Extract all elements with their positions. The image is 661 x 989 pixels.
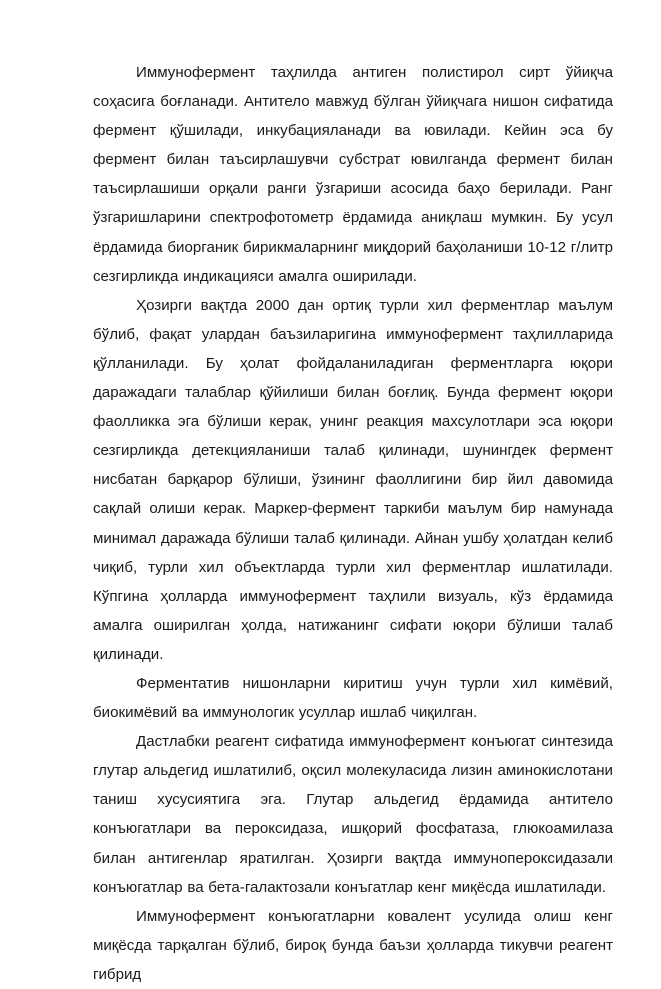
paragraph-glutaraldehyde: Дастлабки реагент сифатида иммунофермент конъюгат синтезида глутар альдегид ишлатилиб, оқсил молекуласида лизин аминокислотани таниш хусусиятига эга. Глутар альдегид ёрдамида антитело конъюгатлари ва пероксидаза, ишқорий фосфатаза, глюкоамилаза билан антигенлар яратилган. Ҳозирги вақтда иммунопероксидазали конъюгатлар ва бета-галактозали конъгатлар кенг миқёсда ишлатилади. — [93, 733, 613, 896]
paragraph-covalent-conjugates: Иммунофермент конъюгатларни ковалент усулида олиш кенг миқёсда тарқалган бўлиб, бироқ бунда баъзи ҳолларда тикувчи реагент гибрид — [93, 907, 613, 983]
document-page — [93, 58, 613, 989]
paragraph-enzyme-requirements: Ҳозирги вақтда 2000 дан ортиқ турли хил ферментлар маълум бўлиб, фақат улардан баъзиларигина иммунофермент таҳлилларида қўлланилади. Бу ҳолат фойдаланиладиган ферментларга юқори даражадаги талаблар қўйилиши билан боғлиқ. Бунда фермент юқори фаолликка эга бўлиши керак, унинг реакция махсулотлари эса юқори сезгирликда детекцияланиши талаб қилинади, шунингдек фермент нисбатан барқарор бўлиши, ўзининг фаоллигини бир йил давомида сақлай олиши керак. Маркер-фермент таркиби маълум бир намунада минимал даражада бўлиши талаб қилинади. Айнан ушбу ҳолатдан келиб чиқиб, турли хил объектларда турли хил ферментлар ишлатилади. Кўпгина ҳолларда иммунофермент таҳлили визуаль, кўз ёрдамида амалга оширилган ҳолда, натижанинг сифати юқори бўлиши талаб қилинади. — [93, 296, 613, 663]
paragraph-elisa-principle: Иммунофермент таҳлилда антиген полистирол сирт ўйиқча соҳасига боғланади. Антитело мавжуд бўлган ўйиқчага нишон сифатида фермент қўшилади, инкубацияланади ва ювилади. Кейин эса бу фермент билан таъсирлашувчи субстрат ювилганда фермент билан таъсирлашиши орқали ранги ўзгариши асосида баҳо берилади. Ранг ўзгаришларини спектрофотометр ёрдамида аниқлаш мумкин. Бу усул ёрдамида биорганик бирикмаларнинг миқдорий баҳоланиши 10-12 г/литр сезгирликда индикацияси амалга оширилади. — [93, 64, 613, 285]
paragraph-labeling-methods: Ферментатив нишонларни киритиш учун турли хил кимёвий, биокимёвий ва иммунологик усуллар ишлаб чиқилган. — [93, 674, 613, 722]
